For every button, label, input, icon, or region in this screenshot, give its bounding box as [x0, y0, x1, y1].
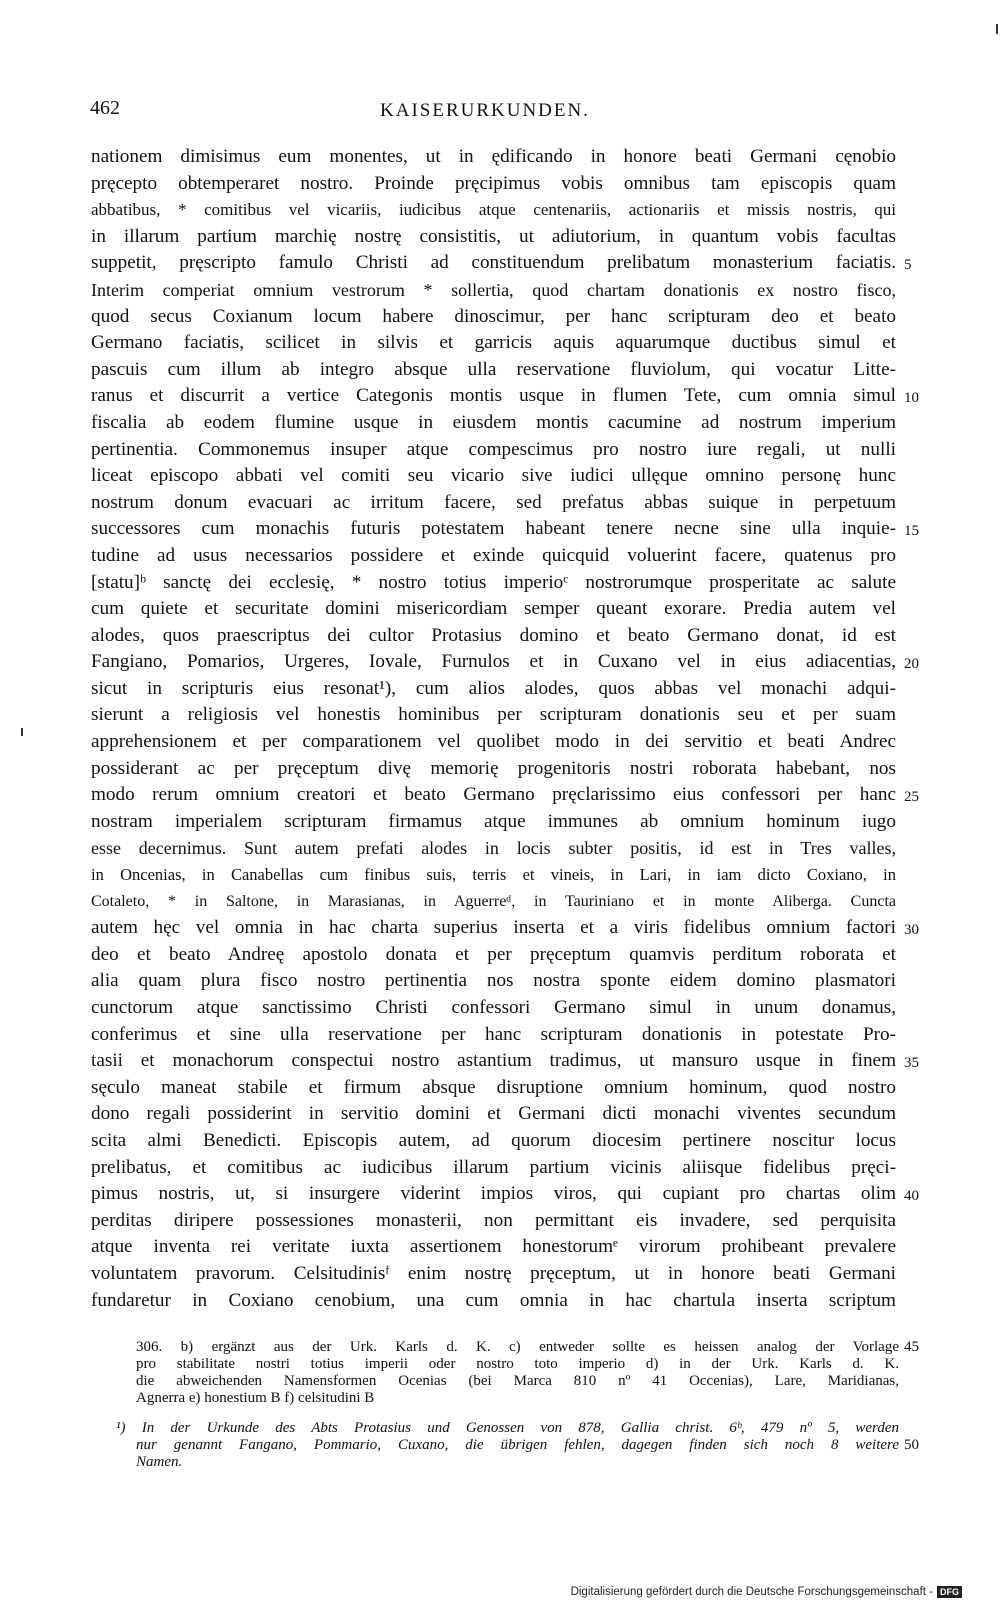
- text-line: cum quiete et securitate domini misericordiam semper queant exorare. Predia autem vel: [91, 598, 896, 620]
- text-line: deo et beato Andreę apostolo donata et per pręceptum quamvis perditum roborata et: [91, 943, 896, 965]
- line-number: 10: [904, 390, 919, 406]
- apparatus-line: 306. b) ergänzt aus der Urk. Karls d. K. c) entweder sollte es heissen analog der Vorlage: [136, 1339, 899, 1355]
- line-number: 50: [904, 1437, 919, 1453]
- text-line: in illarum partium marchię nostrę consistitis, ut adiutorium, in quantum vobis facultas: [91, 225, 896, 247]
- text-line: sicut in scripturis eius resonat¹), cum alios alodes, quos abbas vel monachi adqui-: [91, 677, 896, 699]
- scan-mark: [21, 728, 23, 736]
- text-line: Germano faciatis, scilicet in silvis et garricis aquis aquarumque ductibus simul et: [91, 332, 896, 354]
- text-line: nationem dimisimus eum monentes, ut in ędificando in honore beati Germani cęnobio: [91, 146, 896, 167]
- text-line: autem hęc vel omnia in hac charta superius inserta et a viris fidelibus omnium factori: [91, 917, 896, 939]
- text-line: dono regali possiderint in servitio domini et Germani dicti monachi viventes secundum: [91, 1103, 896, 1125]
- critical-apparatus: [136, 1339, 899, 1407]
- text-line: successores cum monachis futuris potestatem habeant tenere necne sine ulla inquie-: [91, 518, 896, 540]
- text-line: fundaretur in Coxiano cenobium, una cum omnia in hac chartula inserta scriptum: [91, 1289, 896, 1311]
- text-line: apprehensionem et per comparationem vel quolibet modo in dei servitio et beati Andrec: [91, 731, 896, 753]
- apparatus-line: pro stabilitate nostri totius imperii oder nostro toto imperio d) in der Urk. Karls d. K.: [136, 1356, 899, 1372]
- line-number: 45: [904, 1339, 919, 1355]
- text-line: cunctorum atque sanctissimo Christi confessori Germano simul in unum donamus,: [91, 997, 896, 1018]
- document-body: [91, 144, 896, 1341]
- line-number: 20: [904, 656, 919, 672]
- text-line: pertinentia. Commonemus insuper atque compescimus pro nostro iure regali, ut nulli: [91, 438, 896, 460]
- text-line: Cotaleto, * in Saltone, in Marasianas, in Aguerreᵈ, in Tauriniano et in monte Aliberga. Cuncta: [91, 892, 896, 910]
- line-number: 15: [904, 523, 919, 539]
- text-line: sęculo maneat stabile et firmum absque disruptione omnium hominum, quod nostro: [91, 1076, 896, 1098]
- text-line: prelibatus, et comitibus ac iudicibus illarum partium vicinis aliisque fidelibus pręci-: [91, 1156, 896, 1178]
- apparatus-line: Agnerra e) honestium B f) celsitudini B: [136, 1390, 375, 1406]
- dfg-logo-icon: DFG: [937, 1586, 962, 1598]
- text-line: conferimus et sine ulla reservatione per hanc scripturam donationis in potestate Pro-: [91, 1023, 896, 1045]
- footer-text: Digitalisierung gefördert durch die Deutsche Forschungsgemeinschaft -: [570, 1586, 933, 1598]
- text-line: [statu]ᵇ sanctę dei ecclesię, * nostro totius imperioᶜ nostrorumque prosperitate ac salute: [91, 571, 896, 593]
- text-line: suppetit, pręscripto famulo Christi ad constituendum prelibatum monasterium faciatis.: [91, 252, 896, 274]
- line-number: 40: [904, 1188, 919, 1204]
- text-line: esse decernimus. Sunt autem prefati alodes in locis subter positis, id est in Tres valles,: [91, 838, 896, 859]
- text-line: ranus et discurrit a vertice Categonis montis usque in flumen Tete, cum omnia simul: [91, 385, 896, 407]
- text-line: sierunt a religiosis vel honestis hominibus per scripturam donationis seu et per suam: [91, 704, 896, 726]
- line-number: 25: [904, 789, 919, 805]
- line-number: 35: [904, 1055, 919, 1071]
- footnote-line: Namen.: [136, 1454, 183, 1470]
- text-line: nostrum donum evacuari ac irritum facere, sed prefatus abbas suique in perpetuum: [91, 491, 896, 513]
- text-line: liceat episcopo abbati vel comiti seu vicario sive iudici ullęque omnino personę hunc: [91, 465, 896, 487]
- text-line: tudine ad usus necessarios possidere et exinde quicquid voluerint facere, quatenus pro: [91, 544, 896, 566]
- text-line: abbatibus, * comitibus vel vicariis, iudicibus atque centenariis, actionariis et missis nostris, qui: [91, 200, 896, 220]
- text-line: quod secus Coxianum locum habere dinoscimur, per hanc scripturam deo et beato: [91, 305, 896, 327]
- text-line: alodes, quos praescriptus dei cultor Protasius domino et beato Germano donat, id est: [91, 624, 896, 646]
- footnote-line: ¹) In der Urkunde des Abts Protasius und Genossen von 878, Gallia christ. 6ᵇ, 479 nº 5, werden: [116, 1420, 899, 1436]
- text-line: nostram imperialem scripturam firmamus atque immunes ab omnium hominum iugo: [91, 810, 896, 832]
- text-line: pręcepto obtemperaret nostro. Proinde pręcipimus vobis omnibus tam episcopis quam: [91, 172, 896, 194]
- text-line: alia quam plura fisco nostro pertinentia nos nostra sponte eidem domino plasmatori: [91, 970, 896, 992]
- text-line: scita almi Benedicti. Episcopis autem, ad quorum diocesim pertinere noscitur locus: [91, 1129, 896, 1151]
- text-line: pascuis cum illum ab integro absque ulla reservatione fluviolum, qui vocatur Litte-: [91, 358, 896, 380]
- digitization-credit: [571, 1586, 962, 1598]
- text-line: in Oncenias, in Canabellas cum finibus suis, terris et vineis, in Lari, in iam dicto Coxiano, in: [91, 865, 896, 885]
- text-line: Interim comperiat omnium vestrorum * sollertia, quod chartam donationis ex nostro fisco,: [91, 279, 896, 300]
- running-title: KAISERURKUNDEN.: [380, 100, 590, 121]
- text-line: modo rerum omnium creatori et beato Germano pręclarissimo eius confessori per hanc: [91, 784, 896, 806]
- text-line: [91, 1314, 896, 1341]
- text-line: voluntatem pravorum. Celsitudinisᶠ enim nostrę pręceptum, ut in honore beati Germani: [91, 1262, 896, 1284]
- text-line: possiderant ac per pręceptum divę memorię progenitoris nostri roborata habebant, nos: [91, 757, 896, 779]
- apparatus-line: die abweichenden Namensformen Ocenias (bei Marca 810 nº 41 Occenias), Lare, Maridianas,: [136, 1373, 899, 1389]
- page-number: 462: [90, 97, 120, 119]
- scan-mark: [996, 24, 998, 34]
- text-line: Fangiano, Pomarios, Urgeres, Iovale, Furnulos et in Cuxano vel in eius adiacentias,: [91, 651, 896, 673]
- line-number: 30: [904, 922, 919, 938]
- text-line: tasii et monachorum conspectui nostro astantium tradimus, ut mansuro usque in finem: [91, 1050, 896, 1072]
- footnotes: [116, 1420, 899, 1471]
- text-line: perditas diripere possessiones monasterii, non permittant eis invadere, sed perquisita: [91, 1209, 896, 1231]
- footnote-line: nur genannt Fangano, Pommario, Cuxano, die übrigen fehlen, dagegen finden sich noch 8 weitere: [136, 1437, 899, 1453]
- text-line: atque inventa rei veritate iuxta assertionem honestorumᵉ virorum prohibeant prevalere: [91, 1236, 896, 1258]
- text-line: fiscalia ab eodem flumine usque in eiusdem montis cacumine ad nostrum imperium: [91, 411, 896, 433]
- text-line: pimus nostris, ut, si insurgere viderint impios viros, qui cupiant pro chartas olim: [91, 1183, 896, 1205]
- line-number: 5: [904, 257, 912, 273]
